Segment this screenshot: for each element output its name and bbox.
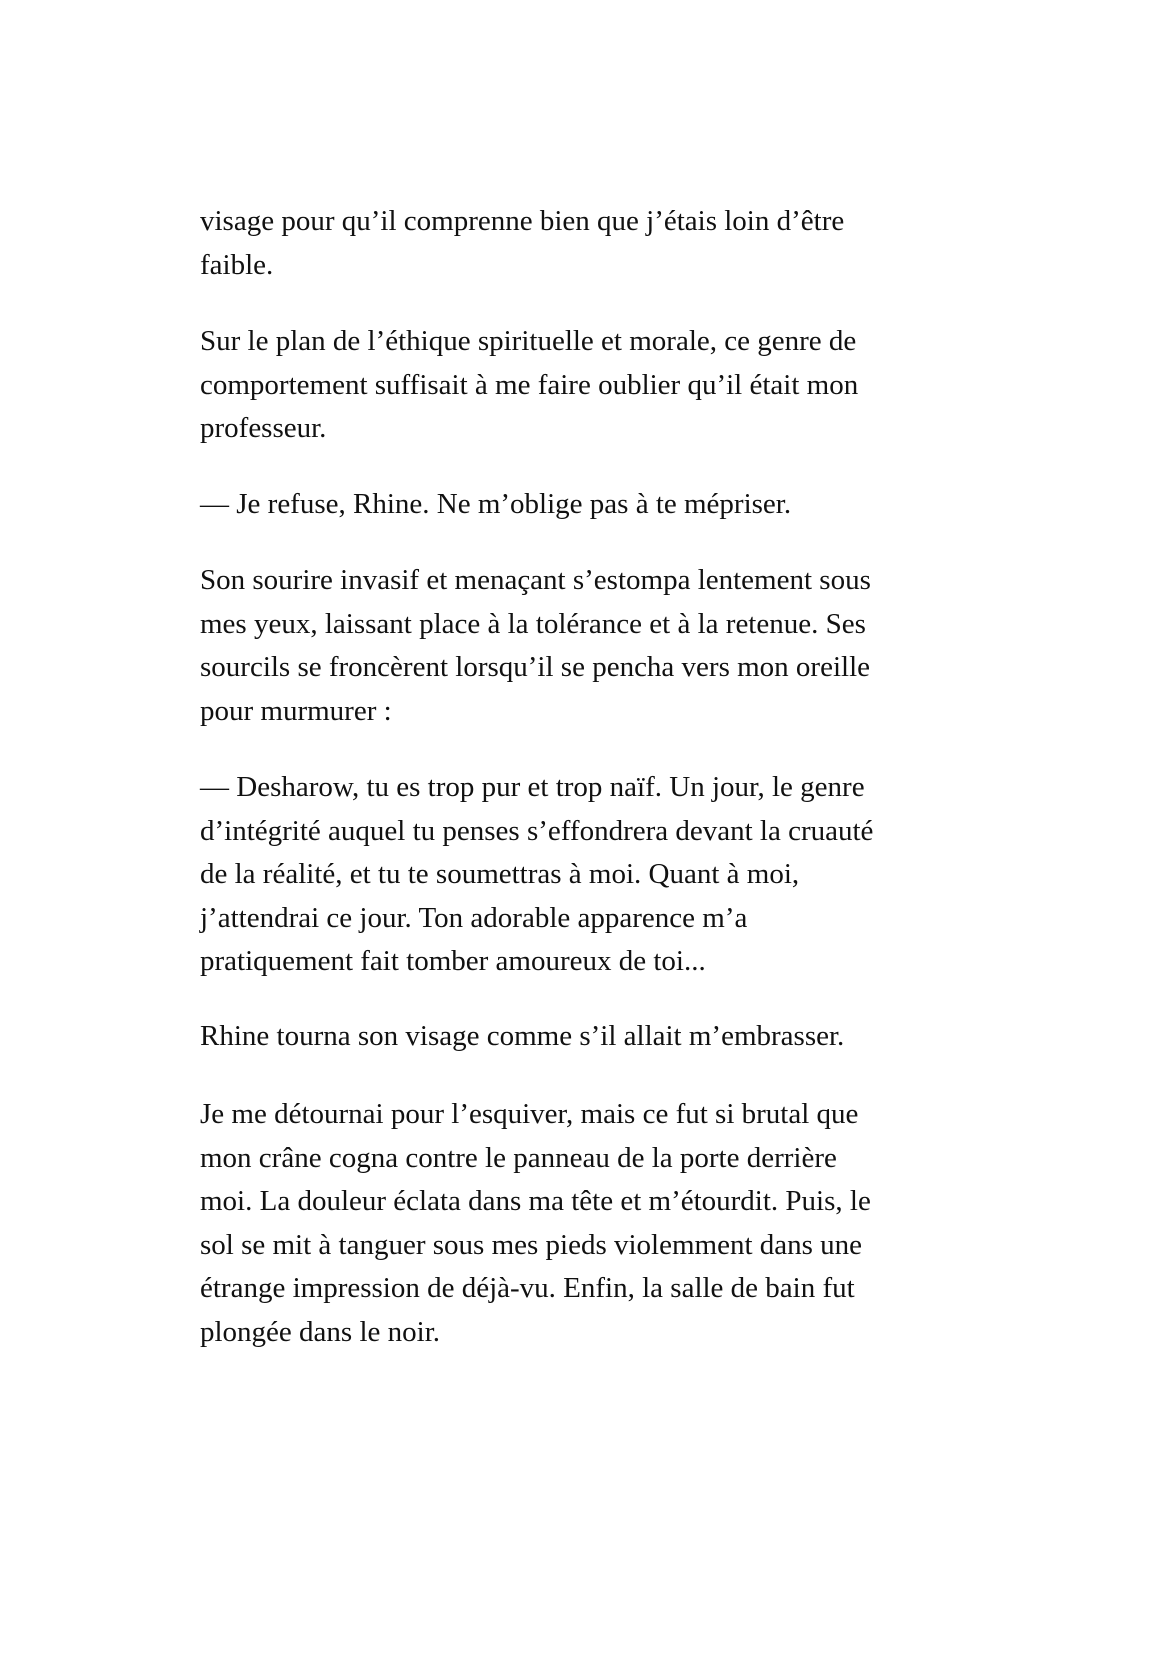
paragraph-5: — Desharow, tu es trop pur et trop naïf. Un jour, le genre d’intégrité auquel tu penses s’effondrera devant la cruauté de la réalité, et tu te soumettras à moi. Quant à moi, j’attendrai ce jour. Ton adorable apparence m’a pratiquement fait tomber amoureux de toi... xyxy=(200,771,874,977)
paragraph-3: — Je refuse, Rhine. Ne m’oblige pas à te mépriser. xyxy=(200,488,792,520)
paragraph-7: Je me détournai pour l’esquiver, mais ce fut si brutal que mon crâne cogna contre le panneau de la porte derrière moi. La douleur éclata dans ma tête et m’étourdit. Puis, le sol se mit à tanguer sous mes pieds violemment dans une étrange impression de déjà-vu. Enfin, la salle de bain fut plongée dans le noir. xyxy=(200,1098,871,1348)
paragraph-6: Rhine tourna son visage comme s’il allait m’embrasser. xyxy=(200,1020,845,1052)
paragraph-1: visage pour qu’il comprenne bien que j’étais loin d’être faible. xyxy=(200,205,845,281)
paragraph-4: Son sourire invasif et menaçant s’estompa lentement sous mes yeux, laissant place à la tolérance et à la retenue. Ses sourcils se froncèrent lorsqu’il se pencha vers mon oreille pour murmurer : xyxy=(200,564,871,727)
paragraph-2: Sur le plan de l’éthique spirituelle et morale, ce genre de comportement suffisait à me faire oublier qu’il était mon professeur. xyxy=(200,325,859,444)
